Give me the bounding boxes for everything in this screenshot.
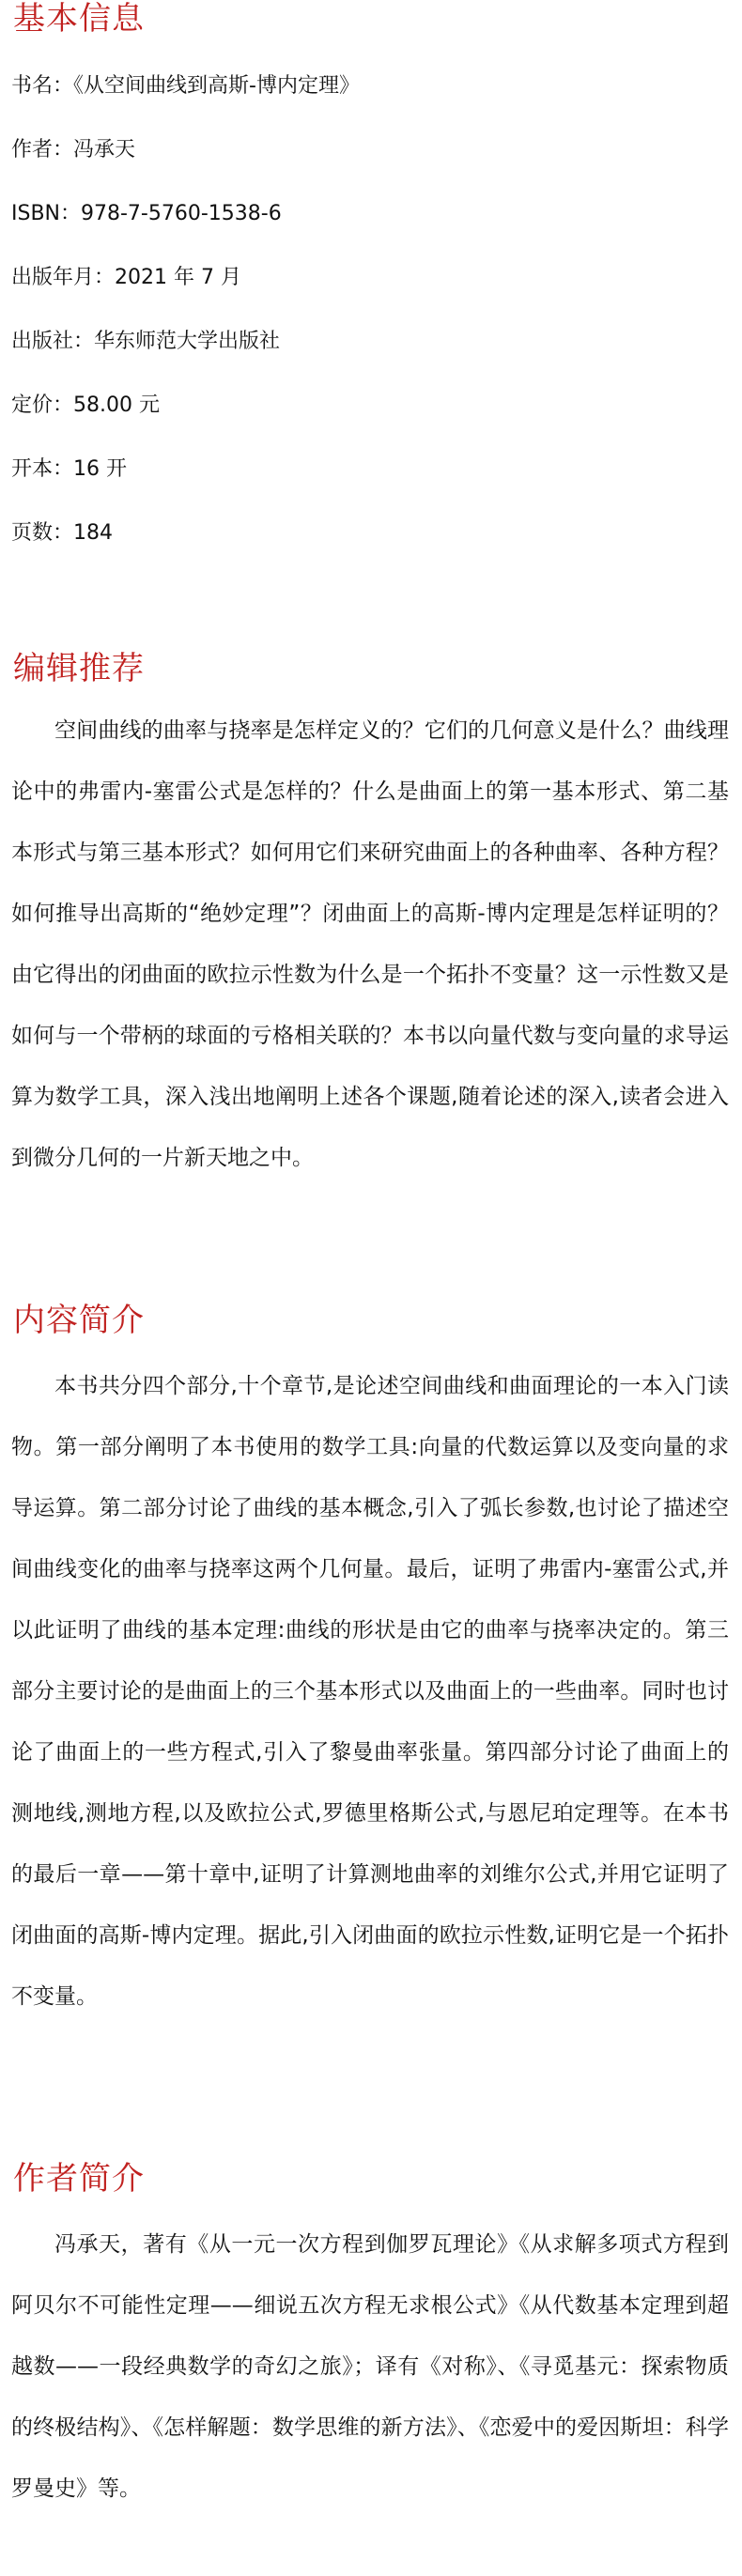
author-intro-text: 冯承天，著有《从一元一次方程到伽罗瓦理论》《从求解多项式方程到阿贝尔不可能性定理——细说五次方程无求根公式》《从代数基本定理到超越数——一段经典数学的奇幻之旅》；译有《对称》、《寻觅基元：探索物质的终极结构》、《怎样解题：数学思维的新方法》、《恋爱中的爱因斯坦：科学罗曼史》等。 [11, 2232, 729, 2501]
content-summary-heading: 内容简介 [13, 1302, 145, 1339]
publish-date-field: 出版年月：2021 年 7 月 [11, 266, 241, 289]
author-field: 作者：冯承天 [11, 138, 136, 162]
content-summary-text: 本书共分四个部分,十个章节,是论述空间曲线和曲面理论的一本入门读物。第一部分阐明了本书使用的数学工具:向量的代数运算以及变向量的求导运算。第二部分讨论了曲线的基本概念,引入了弧长参数,也讨论了描述空间曲线变化的曲率与挠率这两个几何量。最后，证明了弗雷内-塞雷公式,并以此证明了曲线的基本定理:曲线的形状是由它的曲率与挠率决定的。第三部分主要讨论的是曲面上的三个基本形式以及曲面上的一些曲率。同时也讨论了曲面上的一些方程式,引入了黎曼曲率张量。第四部分讨论了曲面上的测地线,测地方程,以及欧拉公式,罗德里格斯公式,与恩尼珀定理等。在本书的最后一章——第十章中,证明了计算测地曲率的刘维尔公式,并用它证明了闭曲面的高斯-博内定理。据此,引入闭曲面的欧拉示性数,证明它是一个拓扑不变量。 [11, 1374, 729, 2009]
basic-info-heading: 基本信息 [13, 0, 145, 38]
editor-recommendation-text: 空间曲线的曲率与挠率是怎样定义的？它们的几何意义是什么？曲线理论中的弗雷内-塞雷公式是怎样的？什么是曲面上的第一基本形式、第二基本形式与第三基本形式？如何用它们来研究曲面上的各种曲率、各种方程？如何推导出高斯的“绝妙定理”？闭曲面上的高斯-博内定理是怎样证明的？由它得出的闭曲面的欧拉示性数为什么是一个拓扑不变量？这一示性数又是如何与一个带柄的球面的亏格相关联的？本书以向量代数与变向量的求导运算为数学工具，深入浅出地阐明上述各个课题,随着论述的深入,读者会进入到微分几何的一片新天地之中。 [11, 718, 729, 1170]
editor-recommendation-heading: 编辑推荐 [13, 650, 145, 687]
publisher-field: 出版社：华东师范大学出版社 [11, 330, 281, 353]
price-field: 定价：58.00 元 [11, 393, 160, 417]
isbn-field: ISBN：978-7-5760-1538-6 [11, 202, 282, 225]
format-field: 开本：16 开 [11, 457, 127, 481]
pages-field: 页数：184 [11, 521, 113, 545]
author-intro-heading: 作者简介 [13, 2160, 145, 2198]
book-name-field: 书名：《从空间曲线到高斯-博内定理》 [11, 74, 360, 98]
